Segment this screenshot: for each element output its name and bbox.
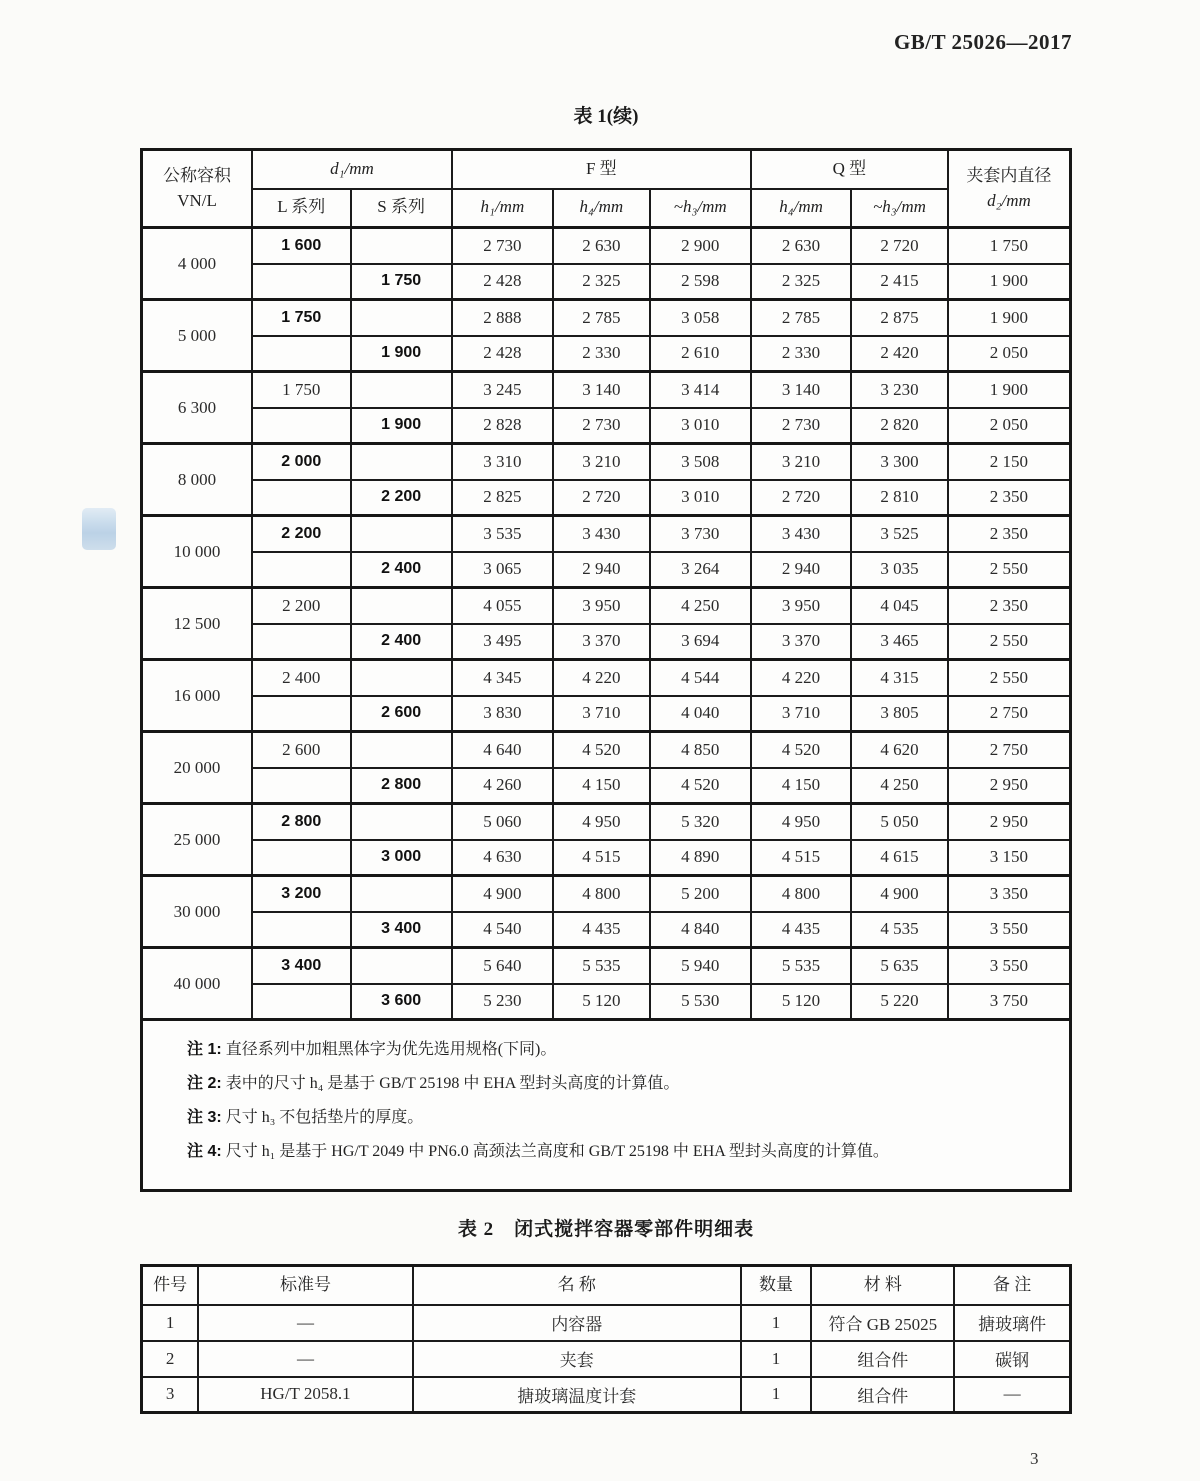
t1-group-row-l: [142, 300, 1071, 336]
t2-cell: —: [198, 1305, 413, 1341]
t1-volume-cell: 30 000: [142, 876, 253, 948]
t1-volume-cell: 5 000: [142, 300, 253, 372]
t1-value-cell: 4 250: [650, 588, 751, 624]
t1-group-row-s: [142, 912, 1071, 948]
t2-cell: 3: [142, 1377, 199, 1413]
t1-volume-cell: 8 000: [142, 444, 253, 516]
t1-l-series-cell: [252, 912, 350, 948]
t1-volume-cell: 20 000: [142, 732, 253, 804]
t1-value-cell: 2 785: [751, 300, 851, 336]
t1-group-row-s: [142, 408, 1071, 444]
t1-value-cell: 5 050: [851, 804, 948, 840]
t2-cell: —: [198, 1341, 413, 1377]
t1-value-cell: 2 325: [751, 264, 851, 300]
t1-value-cell: 3 350: [948, 876, 1071, 912]
t1-volume-cell: 4 000: [142, 228, 253, 300]
t2-cell: 1: [741, 1377, 812, 1413]
t1-header-l-series: L 系列: [252, 189, 350, 228]
t1-value-cell: 4 055: [452, 588, 553, 624]
t1-value-cell: 5 120: [751, 984, 851, 1020]
t1-value-cell: 5 200: [650, 876, 751, 912]
t1-value-cell: 3 035: [851, 552, 948, 588]
t1-value-cell: 5 940: [650, 948, 751, 984]
t1-s-series-cell: [351, 732, 452, 768]
t1-volume-cell: 10 000: [142, 516, 253, 588]
t1-value-cell: 2 825: [452, 480, 553, 516]
t2-header-cell: 数量: [741, 1266, 812, 1305]
t1-group-row-s: [142, 696, 1071, 732]
t1-value-cell: 2 730: [553, 408, 650, 444]
t1-s-series-cell: [351, 444, 452, 480]
t1-value-cell: 2 550: [948, 624, 1071, 660]
t1-value-cell: 4 520: [650, 768, 751, 804]
t1-value-cell: 2 420: [851, 336, 948, 372]
t1-value-cell: 3 010: [650, 408, 751, 444]
t2-cell: 夹套: [413, 1341, 741, 1377]
t1-l-series-cell: 2 000: [252, 444, 350, 480]
t1-note-text: 直径系列中加粗黑体字为优先选用规格(下同)。: [225, 1041, 557, 1058]
t1-value-cell: 4 800: [751, 876, 851, 912]
t1-value-cell: 3 730: [650, 516, 751, 552]
t1-value-cell: 2 720: [751, 480, 851, 516]
t1-l-series-cell: [252, 480, 350, 516]
t1-l-series-cell: 2 800: [252, 804, 350, 840]
t1-value-cell: 2 550: [948, 660, 1071, 696]
t1-value-cell: 3 430: [553, 516, 650, 552]
t1-value-cell: 4 250: [851, 768, 948, 804]
t1-value-cell: 4 220: [553, 660, 650, 696]
t1-volume-cell: 25 000: [142, 804, 253, 876]
t1-value-cell: 3 310: [452, 444, 553, 480]
t1-l-series-cell: [252, 336, 350, 372]
t1-s-series-cell: [351, 516, 452, 552]
t1-l-series-cell: 3 400: [252, 948, 350, 984]
t1-value-cell: 3 230: [851, 372, 948, 408]
t1-value-cell: 4 950: [553, 804, 650, 840]
t1-volume-cell: 40 000: [142, 948, 253, 1020]
t1-value-cell: 2 630: [553, 228, 650, 264]
t1-value-cell: 3 550: [948, 948, 1071, 984]
t1-note-label: 注 2:: [187, 1074, 222, 1092]
t1-note-text: 表中的尺寸 h₄ 是基于 GB/T 25198 中 EHA 型封头高度的计算值。: [225, 1074, 680, 1092]
t1-value-cell: 2 828: [452, 408, 553, 444]
t1-value-cell: 5 635: [851, 948, 948, 984]
t1-group-row-l: [142, 516, 1071, 552]
t1-header-jacket-line1: 夹套内直径: [966, 165, 1052, 185]
t1-s-series-cell: 3 400: [351, 912, 452, 948]
t1-header-q-h4: h₄/mm: [751, 189, 851, 228]
t1-value-cell: 2 720: [553, 480, 650, 516]
standard-number: GB/T 25026—2017: [893, 30, 1072, 54]
t1-value-cell: 2 940: [751, 552, 851, 588]
t1-header-f-h4: h₄/mm: [553, 189, 650, 228]
t1-l-series-cell: 1 750: [252, 300, 350, 336]
t1-volume-cell: 6 300: [142, 372, 253, 444]
t1-value-cell: 3 710: [751, 696, 851, 732]
t2-cell: 1: [142, 1305, 199, 1341]
t1-s-series-cell: [351, 300, 452, 336]
t1-l-series-cell: [252, 696, 350, 732]
t1-l-series-cell: 2 600: [252, 732, 350, 768]
t2-header-cell: 名 称: [413, 1266, 741, 1305]
t1-value-cell: 3 140: [553, 372, 650, 408]
t1-value-cell: 3 495: [452, 624, 553, 660]
t1-value-cell: 3 950: [553, 588, 650, 624]
t1-group-row-l: [142, 660, 1071, 696]
t1-value-cell: 4 615: [851, 840, 948, 876]
table2-title: 表 2 闭式搅拌容器零部件明细表: [457, 1219, 755, 1240]
t1-s-series-cell: [351, 804, 452, 840]
t1-value-cell: 3 710: [553, 696, 650, 732]
t1-group-row-s: [142, 336, 1071, 372]
t1-s-series-cell: 2 800: [351, 768, 452, 804]
t1-group-row-s: [142, 480, 1071, 516]
t1-value-cell: 2 350: [948, 516, 1071, 552]
t1-l-series-cell: [252, 264, 350, 300]
t1-value-cell: 1 900: [948, 372, 1071, 408]
t2-row: [142, 1305, 1071, 1341]
t1-value-cell: 1 750: [948, 228, 1071, 264]
t1-value-cell: 4 520: [553, 732, 650, 768]
t1-s-series-cell: [351, 372, 452, 408]
t1-group-row-l: [142, 804, 1071, 840]
t1-value-cell: 3 535: [452, 516, 553, 552]
t2-cell: 1: [741, 1305, 812, 1341]
t1-group-row-s: [142, 624, 1071, 660]
t1-header-q-h3: ~h₃/mm: [851, 189, 948, 228]
t1-l-series-cell: [252, 768, 350, 804]
t1-value-cell: 4 800: [553, 876, 650, 912]
t1-value-cell: 3 525: [851, 516, 948, 552]
t1-value-cell: 3 140: [751, 372, 851, 408]
t1-group-row-l: [142, 444, 1071, 480]
t1-value-cell: 1 900: [948, 300, 1071, 336]
t1-value-cell: 2 550: [948, 552, 1071, 588]
t1-value-cell: 3 950: [751, 588, 851, 624]
t1-note: [187, 1101, 1049, 1135]
t1-l-series-cell: 2 400: [252, 660, 350, 696]
t1-l-series-cell: [252, 408, 350, 444]
t1-value-cell: 2 598: [650, 264, 751, 300]
t1-s-series-cell: 1 750: [351, 264, 452, 300]
t1-value-cell: 2 785: [553, 300, 650, 336]
t1-value-cell: 3 210: [553, 444, 650, 480]
t1-group-row-s: [142, 768, 1071, 804]
t1-value-cell: 3 300: [851, 444, 948, 480]
t1-value-cell: 5 535: [751, 948, 851, 984]
t1-value-cell: 2 820: [851, 408, 948, 444]
t1-s-series-cell: 1 900: [351, 336, 452, 372]
t1-value-cell: 2 325: [553, 264, 650, 300]
t1-value-cell: 2 350: [948, 480, 1071, 516]
t1-value-cell: 4 045: [851, 588, 948, 624]
t1-l-series-cell: 2 200: [252, 516, 350, 552]
t1-value-cell: 5 230: [452, 984, 553, 1020]
t2-header-cell: 备 注: [954, 1266, 1070, 1305]
t1-header-jacket-line2: d₂/mm: [987, 190, 1031, 210]
t1-value-cell: 4 435: [751, 912, 851, 948]
t1-value-cell: 4 840: [650, 912, 751, 948]
t1-value-cell: 4 515: [751, 840, 851, 876]
t1-group-row-s: [142, 984, 1071, 1020]
t1-value-cell: 2 940: [553, 552, 650, 588]
t1-value-cell: 4 150: [751, 768, 851, 804]
t1-value-cell: 2 330: [553, 336, 650, 372]
t1-value-cell: 2 750: [948, 696, 1071, 732]
t1-s-series-cell: [351, 588, 452, 624]
t1-l-series-cell: 2 200: [252, 588, 350, 624]
t1-value-cell: 4 620: [851, 732, 948, 768]
t1-s-series-cell: 2 600: [351, 696, 452, 732]
t1-value-cell: 2 428: [452, 264, 553, 300]
t1-value-cell: 2 888: [452, 300, 553, 336]
t1-value-cell: 4 220: [751, 660, 851, 696]
t1-volume-cell: 16 000: [142, 660, 253, 732]
t1-notes-cell: [142, 1020, 1071, 1191]
t1-value-cell: 5 535: [553, 948, 650, 984]
t1-header-f-h3: ~h₃/mm: [650, 189, 751, 228]
t1-value-cell: 4 520: [751, 732, 851, 768]
t1-value-cell: 3 264: [650, 552, 751, 588]
t1-value-cell: 2 415: [851, 264, 948, 300]
t2-cell: 搪玻璃件: [954, 1305, 1070, 1341]
t1-value-cell: 2 610: [650, 336, 751, 372]
t2-cell: 组合件: [811, 1341, 954, 1377]
t1-group-row-s: [142, 840, 1071, 876]
t2-cell: 符合 GB 25025: [811, 1305, 954, 1341]
table2-parts-list: [140, 1264, 1072, 1414]
t2-cell: HG/T 2058.1: [198, 1377, 413, 1413]
t1-note-text: 尺寸 h₃ 不包括垫片的厚度。: [225, 1108, 424, 1126]
t1-value-cell: 4 630: [452, 840, 553, 876]
t2-cell: 1: [741, 1341, 812, 1377]
t1-value-cell: 3 805: [851, 696, 948, 732]
t1-group-row-l: [142, 372, 1071, 408]
t1-value-cell: 3 550: [948, 912, 1071, 948]
t1-value-cell: 4 150: [553, 768, 650, 804]
t2-cell: 碳钢: [954, 1341, 1070, 1377]
table1-dimension-table: [140, 148, 1072, 1192]
t1-l-series-cell: [252, 552, 350, 588]
t1-value-cell: 2 730: [751, 408, 851, 444]
t1-value-cell: 3 750: [948, 984, 1071, 1020]
t1-value-cell: 2 900: [650, 228, 751, 264]
t1-header-volume: [142, 150, 253, 228]
t1-value-cell: 3 830: [452, 696, 553, 732]
t1-group-row-l: [142, 876, 1071, 912]
t1-value-cell: 4 540: [452, 912, 553, 948]
t2-header-cell: 标准号: [198, 1266, 413, 1305]
watermark-icon: [82, 508, 116, 550]
t2-row: [142, 1341, 1071, 1377]
t1-value-cell: 4 900: [452, 876, 553, 912]
page-number: 3: [1030, 1449, 1039, 1468]
t1-value-cell: 2 150: [948, 444, 1071, 480]
t1-note-label: 注 3:: [187, 1108, 222, 1126]
t1-value-cell: 4 850: [650, 732, 751, 768]
t1-value-cell: 2 730: [452, 228, 553, 264]
t1-header-f-h1: h₁/mm: [452, 189, 553, 228]
t1-value-cell: 3 694: [650, 624, 751, 660]
t1-note: [187, 1135, 1049, 1169]
t2-cell: 组合件: [811, 1377, 954, 1413]
t1-l-series-cell: 3 200: [252, 876, 350, 912]
t1-header-q-type: Q 型: [751, 150, 948, 189]
t1-value-cell: 4 515: [553, 840, 650, 876]
t1-value-cell: 3 245: [452, 372, 553, 408]
t1-value-cell: 1 900: [948, 264, 1071, 300]
t2-row: [142, 1377, 1071, 1413]
t2-cell: 搪玻璃温度计套: [413, 1377, 741, 1413]
t1-header-f-type: F 型: [452, 150, 751, 189]
t1-value-cell: 4 890: [650, 840, 751, 876]
t1-note-label: 注 1:: [187, 1041, 222, 1058]
t1-value-cell: 2 330: [751, 336, 851, 372]
t1-l-series-cell: [252, 840, 350, 876]
t1-value-cell: 3 508: [650, 444, 751, 480]
t2-header-cell: 件号: [142, 1266, 199, 1305]
t1-value-cell: 3 210: [751, 444, 851, 480]
t1-s-series-cell: 2 200: [351, 480, 452, 516]
t1-value-cell: 4 435: [553, 912, 650, 948]
t1-header-jacket: [948, 150, 1071, 228]
t1-s-series-cell: 3 000: [351, 840, 452, 876]
table1-title: 表 1(续): [573, 106, 639, 127]
t1-s-series-cell: 1 900: [351, 408, 452, 444]
t1-value-cell: 3 465: [851, 624, 948, 660]
t1-value-cell: 4 535: [851, 912, 948, 948]
t1-header-d1: d₁/mm: [252, 150, 452, 189]
t1-value-cell: 3 065: [452, 552, 553, 588]
t1-l-series-cell: 1 600: [252, 228, 350, 264]
t1-value-cell: 3 150: [948, 840, 1071, 876]
t1-value-cell: 5 120: [553, 984, 650, 1020]
t1-value-cell: 3 370: [751, 624, 851, 660]
t1-value-cell: 5 530: [650, 984, 751, 1020]
t1-value-cell: 2 350: [948, 588, 1071, 624]
t1-header-s-series: S 系列: [351, 189, 452, 228]
t1-value-cell: 5 220: [851, 984, 948, 1020]
t1-value-cell: 2 810: [851, 480, 948, 516]
t1-group-row-l: [142, 588, 1071, 624]
t1-l-series-cell: [252, 624, 350, 660]
t1-value-cell: 4 950: [751, 804, 851, 840]
t1-value-cell: 3 058: [650, 300, 751, 336]
t1-note: [187, 1033, 1049, 1067]
t1-value-cell: 4 260: [452, 768, 553, 804]
t2-cell: 2: [142, 1341, 199, 1377]
t1-group-row-l: [142, 948, 1071, 984]
t1-note: [187, 1067, 1049, 1101]
t1-l-series-cell: [252, 984, 350, 1020]
t1-volume-cell: 12 500: [142, 588, 253, 660]
t1-s-series-cell: [351, 876, 452, 912]
t1-value-cell: 4 900: [851, 876, 948, 912]
t1-s-series-cell: 2 400: [351, 552, 452, 588]
t1-value-cell: 2 050: [948, 336, 1071, 372]
t1-value-cell: 4 544: [650, 660, 751, 696]
t1-value-cell: 4 640: [452, 732, 553, 768]
t1-value-cell: 3 414: [650, 372, 751, 408]
t1-value-cell: 5 320: [650, 804, 751, 840]
t1-notes-row: [142, 1020, 1071, 1191]
t1-s-series-cell: 2 400: [351, 624, 452, 660]
t1-value-cell: 2 950: [948, 768, 1071, 804]
t1-note-label: 注 4:: [187, 1142, 222, 1160]
t1-value-cell: 2 050: [948, 408, 1071, 444]
t1-header-volume-line2: VN/L: [177, 190, 217, 210]
t1-group-row-s: [142, 552, 1071, 588]
t1-s-series-cell: [351, 948, 452, 984]
t1-header-volume-line1: 公称容积: [163, 165, 232, 185]
t1-s-series-cell: [351, 228, 452, 264]
t2-cell: —: [954, 1377, 1070, 1413]
t1-value-cell: 5 640: [452, 948, 553, 984]
t1-value-cell: 3 370: [553, 624, 650, 660]
t1-value-cell: 2 750: [948, 732, 1071, 768]
t1-s-series-cell: 3 600: [351, 984, 452, 1020]
t1-value-cell: 3 430: [751, 516, 851, 552]
t1-l-series-cell: 1 750: [252, 372, 350, 408]
t1-value-cell: 3 010: [650, 480, 751, 516]
t1-group-row-s: [142, 264, 1071, 300]
t2-header-cell: 材 料: [811, 1266, 954, 1305]
t1-value-cell: 2 428: [452, 336, 553, 372]
t1-s-series-cell: [351, 660, 452, 696]
t1-value-cell: 4 345: [452, 660, 553, 696]
t1-value-cell: 4 040: [650, 696, 751, 732]
t2-cell: 内容器: [413, 1305, 741, 1341]
t1-value-cell: 2 950: [948, 804, 1071, 840]
t1-value-cell: 2 875: [851, 300, 948, 336]
t1-value-cell: 2 630: [751, 228, 851, 264]
t1-value-cell: 5 060: [452, 804, 553, 840]
t1-value-cell: 2 720: [851, 228, 948, 264]
t1-group-row-l: [142, 228, 1071, 264]
t1-note-text: 尺寸 h₁ 是基于 HG/T 2049 中 PN6.0 高颈法兰高度和 GB/T 25198 中 EHA 型封头高度的计算值。: [225, 1142, 889, 1160]
t1-value-cell: 4 315: [851, 660, 948, 696]
t1-group-row-l: [142, 732, 1071, 768]
